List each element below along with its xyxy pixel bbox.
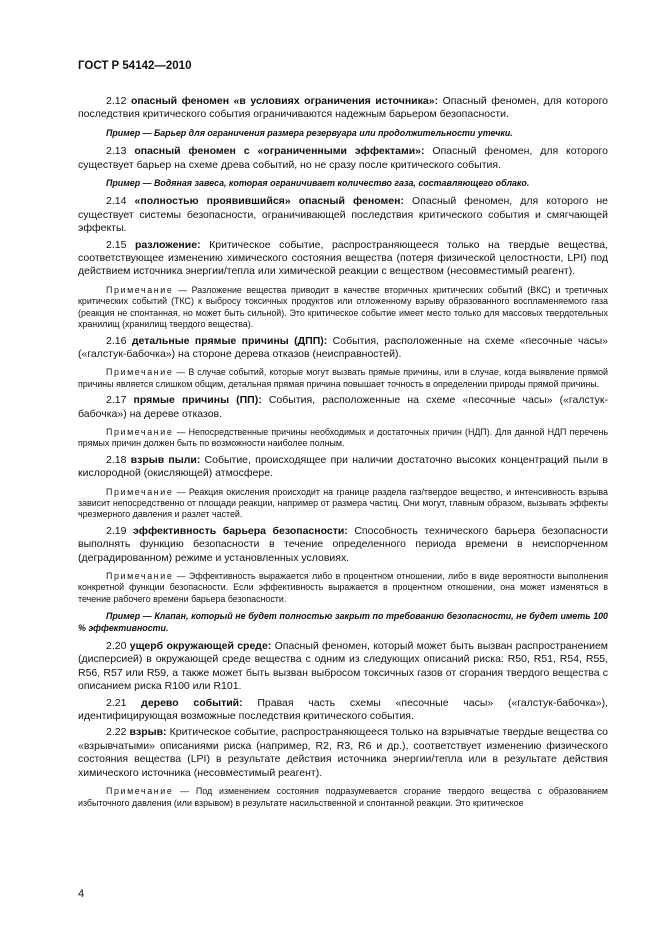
clause-number: 2.12	[106, 95, 131, 107]
term-definition	[78, 454, 608, 481]
definition-text: Опасный феномен, для которого существует барьер на схеме древа событий, но не сразу после критического события.	[78, 145, 608, 171]
definition-text: Событие, происходящее при наличии достаточно высоких концентраций пыли в кислородной (окисляющей) атмосфере.	[78, 453, 608, 480]
term-name: разложение:	[135, 238, 201, 251]
term-definition	[78, 335, 608, 362]
term-name: взрыв:	[129, 726, 167, 739]
note-text: — Под изменением состояния подразумевается сгорание твердого вещества с образованием избыточного давления (или взрывом) в результате насильственной и спонтанной реакции. Это критическое	[78, 786, 608, 808]
page-number: 4	[78, 888, 85, 900]
term-name: взрыв пыли:	[130, 453, 201, 466]
term-definition	[78, 525, 608, 565]
document-body	[78, 92, 608, 813]
term-definition	[78, 239, 608, 279]
term-name: ущерб окружающей среде:	[129, 640, 272, 653]
term-definition	[78, 145, 608, 172]
example	[78, 178, 608, 189]
clause-number: 2.14	[106, 195, 135, 208]
note-text: — Эффективность выражается либо в процентном отношении, либо в виде вероятности выполнения конкретной функции безопасности. Если эффективность выражается в процентном отношении, она может изменяться в течение рабочего времени барьера безопасности.	[78, 571, 608, 604]
definition-text: Критическое событие, распространяющееся только на взрывчатые твердые вещества со «взрывчатыми» описаниями риска (например, R2, R3, R6 и др.), соответствует изменению физического состояния вещества (LPI) в результате действия источника энергии/тепла или в результате действия химического источника (несовместимый реагент).	[78, 726, 608, 779]
note-label: Примечание	[106, 571, 174, 581]
example-text: Пример — Водяная завеса, которая ограничивает количество газа, составляющего облако.	[106, 178, 530, 189]
clause-number: 2.19	[106, 524, 133, 537]
term-definition	[78, 697, 608, 724]
note	[78, 285, 608, 331]
term-name: детальные прямые причины (ДПП):	[131, 334, 328, 347]
note-text: — Разложение вещества приводит в качестве вторичных критических событий (ВКС) и третичных критических событий (ТКС) к выбросу токсичных продуктов или отложенному взрыву образованного воспламеняемого газа (реакция не спонтанная, но может быть сильной). Это критическое событие имеет место только для массовых твердотельных хранилищ (хранилищ твердого вещества).	[78, 284, 608, 330]
definition-text: Опасный феномен, для которого не существует системы безопасности, ограничивающей последствия критического события и смягчающей эффекты.	[78, 195, 608, 235]
term-name: прямые причины (ПП):	[133, 394, 262, 407]
note	[78, 427, 608, 450]
clause-number: 2.20	[106, 640, 130, 653]
note	[78, 367, 608, 390]
definition-text: События, расположенные на схеме «песочные часы» («галстук-бабочка») на стороне дерева отказов (неисправностей).	[78, 334, 608, 360]
note-label: Примечание	[106, 786, 174, 797]
term-definition	[78, 95, 608, 122]
clause-number: 2.22	[106, 726, 130, 739]
note-text: — Непосредственные причины необходимых и достаточных причин (НДП). Для данной НДП перечень прямых причин должен быть по возможности наиболее полным.	[78, 426, 608, 449]
clause-number: 2.13	[106, 145, 135, 158]
definition-text: Правая часть схемы «песочные часы» («галстук-бабочка»), идентифицирующая возможные последствия критического события.	[78, 696, 608, 723]
note-label: Примечание	[106, 367, 174, 378]
note-text: — Реакция окисления происходит на границе раздела газ/твердое вещество, и интенсивность взрыва зависит непосредственно от площади реакции, например от размера частиц. Они могут, главным образом, вызывать эффекты чрезмерного давления и разлет частей.	[78, 486, 608, 520]
example	[78, 128, 608, 139]
example-text: Пример — Клапан, который не будет полностью закрыт по требованию безопасности, не будет иметь 100 % эффективности.	[78, 611, 608, 633]
note-text: — В случае событий, которые могут вызвать прямые причины, или в случае, когда выявление прямой причины является слишком общим, детальная прямая причина повышает точность в определении природы прямой причины.	[78, 367, 608, 389]
note-label: Примечание	[106, 486, 174, 497]
definition-text: Опасный феномен, для которого последствия критического события ограничиваются надежным барьером безопасности.	[78, 95, 609, 121]
term-name: опасный феномен «в условиях ограничения источника»:	[130, 95, 439, 107]
term-definition	[78, 195, 608, 235]
note	[78, 487, 608, 521]
clause-number: 2.18	[106, 453, 131, 466]
clause-number: 2.16	[106, 334, 132, 347]
term-definition	[78, 394, 608, 421]
term-definition	[78, 640, 608, 694]
document-header: ГОСТ Р 54142—2010	[78, 60, 192, 72]
term-definition	[78, 726, 608, 780]
note	[78, 786, 608, 809]
example-text: Пример — Барьер для ограничения размера резервуара или продолжительности утечки.	[106, 127, 513, 138]
clause-number: 2.15	[106, 238, 136, 251]
note-label: Примечание	[106, 284, 174, 295]
clause-number: 2.17	[106, 394, 134, 407]
clause-number: 2.21	[106, 696, 142, 709]
definition-text: События, расположенные на схеме «песочные часы» («галстук-бабочка») на дереве отказов.	[78, 394, 609, 420]
term-name: опасный феномен с «ограниченными эффектами»:	[134, 145, 425, 158]
term-name: дерево событий:	[141, 696, 243, 709]
note-label: Примечание	[106, 426, 174, 437]
term-name: «полностью проявившийся» опасный феномен:	[134, 195, 404, 208]
definition-text: Критическое событие, распространяющееся только на твердые вещества, соответствующее изменению химического состояния вещества (потеря физической целостности, LPI) под действием источника энергии/тепла или химической реакции с веществом (несовместимый реагент).	[78, 238, 608, 278]
note	[78, 571, 608, 605]
definition-text: Способность технического барьера безопасности выполнять функцию безопасности в течение определенного периода времени в неиспорченном (деградированном) режиме и установленных условиях.	[78, 524, 608, 564]
definition-text: Опасный феномен, который может быть вызван распространением (дисперсией) в окружающей среде вещества с одним из следующих описаний риска: R50, R51, R54, R55, R56, R57 или R59, а также может быть вызван выбросом токсичных газов от сгорания твердого вещества с описанием риска R100 или R101.	[78, 640, 609, 693]
term-name: эффективность барьера безопасности:	[132, 524, 348, 537]
example	[78, 611, 608, 634]
